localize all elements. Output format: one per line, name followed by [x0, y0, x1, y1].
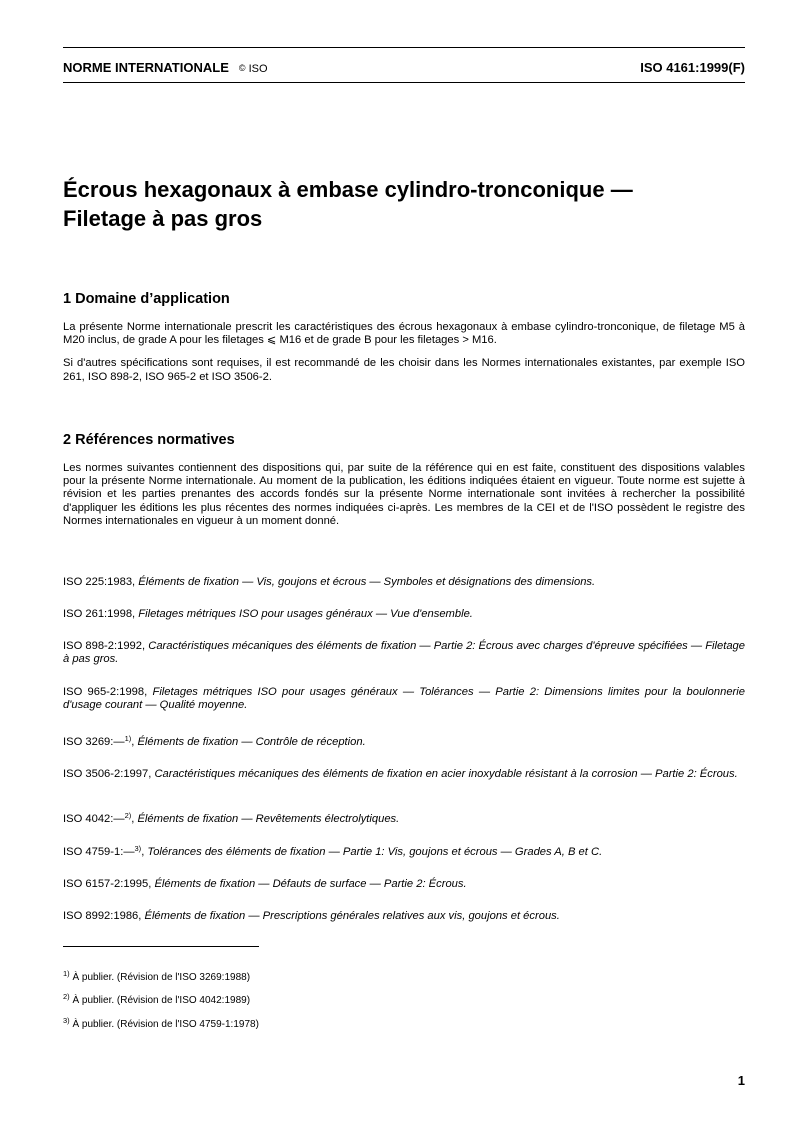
reference-code: ISO 8992:1986,: [63, 910, 145, 922]
header-left: [63, 60, 268, 75]
reference-title: Éléments de fixation — Défauts de surface — Partie 2: Écrous.: [154, 878, 467, 890]
reference-entry: [63, 878, 745, 891]
reference-code: ISO 4042:—: [63, 813, 125, 825]
scope-paragraph-2: Si d'autres spécifications sont requises, il est recommandé de les choisir dans les Normes internationales existantes, par exemple ISO 261, ISO 898-2, ISO 965-2 et ISO 3506-2.: [63, 357, 745, 383]
footnote-text: À publier. (Révision de l'ISO 3269:1988): [69, 972, 251, 983]
scope-p1-part-a: La présente Norme internationale prescrit les caractéristiques des écrous hexagonaux à embase cylindro-tronconique, de filetage M5 à M20 inclus, de grade A pour les filetages: [63, 321, 745, 347]
reference-title: Filetages métriques ISO pour usages généraux — Vue d'ensemble.: [138, 608, 473, 620]
reference-code: ISO 6157-2:1995,: [63, 878, 155, 890]
footnote-mark: 1): [63, 969, 70, 978]
reference-entry: [63, 608, 745, 621]
reference-title: Caractéristiques mécaniques des éléments de fixation — Partie 2: Écrous avec charges d'épreuve spécifiées — Filetage à pas gros.: [63, 640, 745, 666]
reference-title: Éléments de fixation — Revêtements électrolytiques.: [137, 813, 400, 825]
reference-code: ISO 225:1983,: [63, 576, 139, 588]
scope-p1-part-c: M16.: [468, 334, 497, 347]
document-page: [63, 0, 745, 1122]
less-equal-symbol: ⩽: [267, 334, 277, 347]
reference-separator: ,: [131, 736, 138, 748]
title-line-2: Filetage à pas gros: [63, 206, 263, 231]
reference-title: Éléments de fixation — Vis, goujons et écrous — Symboles et désignations des dimensions.: [138, 576, 596, 588]
section-2-heading: 2 Références normatives: [63, 432, 235, 448]
reference-title: Tolérances des éléments de fixation — Partie 1: Vis, goujons et écrous — Grades A, B et C.: [147, 846, 603, 858]
reference-separator: ,: [131, 813, 138, 825]
reference-title: Éléments de fixation — Contrôle de réception.: [137, 736, 366, 748]
reference-entry: [63, 813, 745, 826]
reference-entry: [63, 686, 745, 712]
footnote: [63, 992, 745, 1007]
footnote-text: À publier. (Révision de l'ISO 4042:1989): [69, 995, 251, 1006]
copyright-symbol: ©: [238, 63, 246, 73]
reference-entry: [63, 768, 745, 781]
header-bottom-rule: [63, 82, 745, 83]
references-intro: Les normes suivantes contiennent des dispositions qui, par suite de la référence qui en est faite, constituent des dispositions valables pour la présente Norme internationale. Au moment de la publication, les éditions indiquées étaient en vigueur. Toute norme est sujette à révision et les parties prenantes des accords fondés sur la présente Norme internationale sont invitées à rechercher la possibilité d'appliquer les éditions les plus récentes des normes indiquées ci-après. Les membres de la CEI et de l'ISO possèdent le registre des Normes internationales en vigueur à un moment donné.: [63, 462, 745, 527]
reference-separator: ,: [141, 846, 148, 858]
reference-entry: [63, 736, 745, 749]
header-copyright: [239, 63, 268, 75]
reference-title: Caractéristiques mécaniques des éléments de fixation en acier inoxydable résistant à la corrosion — Partie 2: Écrous.: [154, 768, 738, 780]
copyright-org: ISO: [248, 63, 268, 75]
header-top-rule: [63, 47, 745, 48]
reference-entry: [63, 576, 745, 589]
section-scope: [63, 291, 745, 384]
footnote-mark: 2): [63, 992, 70, 1001]
reference-code: ISO 4759-1:—: [63, 846, 135, 858]
reference-entry: [63, 640, 745, 666]
reference-title: Filetages métriques ISO pour usages généraux — Tolérances — Partie 2: Dimensions limites pour la boulonnerie d'usage courant — Qualité moyenne.: [63, 686, 745, 712]
scope-paragraph-1: [63, 321, 745, 347]
footnote-ref-mark: 2): [124, 811, 132, 820]
footnote-ref-mark: 1): [124, 734, 132, 743]
footnote: [63, 1016, 745, 1031]
reference-code: ISO 898-2:1992,: [63, 640, 149, 652]
reference-code: ISO 3506-2:1997,: [63, 768, 155, 780]
section-normative-references: [63, 432, 745, 528]
footnote-mark: 3): [63, 1016, 70, 1025]
footnote-separator: [63, 946, 259, 947]
title-line-1: Écrous hexagonaux à embase cylindro-tronconique —: [63, 177, 633, 202]
header-standard-type: NORME INTERNATIONALE: [63, 60, 229, 75]
footnote-ref-mark: 3): [134, 844, 142, 853]
reference-entry: [63, 910, 745, 923]
reference-entry: [63, 846, 745, 859]
reference-code: ISO 261:1998,: [63, 608, 139, 620]
footnote-text: À publier. (Révision de l'ISO 4759-1:1978): [69, 1019, 259, 1030]
header-doc-id: ISO 4161:1999(F): [640, 60, 745, 75]
document-title: [63, 175, 745, 233]
page-number: 1: [737, 1073, 745, 1088]
reference-title: Éléments de fixation — Prescriptions générales relatives aux vis, goujons et écrous.: [144, 910, 560, 922]
greater-than-symbol: >: [462, 334, 469, 347]
section-1-heading: 1 Domaine d’application: [63, 291, 230, 307]
scope-p1-part-b: M16 et de grade B pour les filetages: [276, 334, 463, 347]
reference-code: ISO 965-2:1998,: [63, 686, 153, 698]
footnote: [63, 969, 745, 984]
reference-code: ISO 3269:—: [63, 736, 125, 748]
